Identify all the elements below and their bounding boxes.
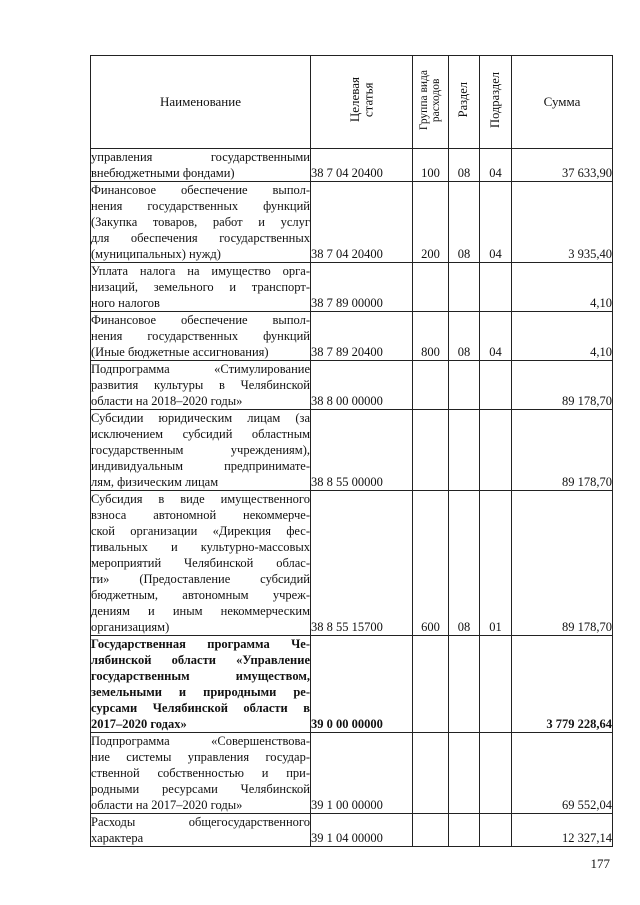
row-sum: 89 178,70 (512, 410, 613, 491)
row-name-line: Уплата налога на имущество орга- (91, 264, 310, 278)
row-sum: 3 779 228,64 (512, 636, 613, 733)
row-name (91, 410, 311, 491)
row-name-line: Субсидии юридическим лицам (за (91, 411, 310, 425)
row-sum: 3 935,40 (512, 182, 613, 263)
row-name-line: внебюджетными фондами) (91, 166, 235, 180)
row-name-line: Подпрограмма «Стимулирование (91, 362, 310, 376)
header-sum: Сумма (512, 56, 613, 149)
row-expense-group (413, 814, 449, 847)
table-row (91, 361, 613, 410)
row-subsection (480, 263, 512, 312)
row-subsection (480, 361, 512, 410)
row-target-item: 38 7 04 20400 (311, 182, 413, 263)
row-expense-group (413, 263, 449, 312)
row-sum: 69 552,04 (512, 733, 613, 814)
row-name-line: ти» (Предоставление субсидий (91, 572, 310, 586)
row-subsection (480, 733, 512, 814)
row-subsection: 04 (480, 312, 512, 361)
row-name-line: мероприятий Челябинской облас- (91, 556, 310, 570)
row-name (91, 733, 311, 814)
page-number: 177 (590, 856, 610, 871)
row-expense-group (413, 733, 449, 814)
table-row (91, 149, 613, 182)
table-row (91, 312, 613, 361)
row-sum: 12 327,14 (512, 814, 613, 847)
row-target-item: 39 0 00 00000 (311, 636, 413, 733)
row-name-line: исключением субсидий областным (91, 427, 310, 441)
header-name: Наименование (91, 56, 311, 149)
row-name-line: взноса автономной некоммерче- (91, 508, 310, 522)
row-section (449, 733, 480, 814)
row-name (91, 312, 311, 361)
row-expense-group (413, 361, 449, 410)
row-section: 08 (449, 182, 480, 263)
row-name (91, 636, 311, 733)
row-name-line: Государственная программа Че- (91, 637, 310, 651)
row-name-line: ской организации «Дирекция фес- (91, 524, 310, 538)
row-name-line: тивальных и культурно-массовых (91, 540, 310, 554)
row-name-line: нения государственных функций (91, 329, 310, 343)
table-row (91, 410, 613, 491)
row-name-line: дениям и иным некоммерческим (91, 604, 310, 618)
row-subsection: 04 (480, 149, 512, 182)
row-section: 08 (449, 491, 480, 636)
row-target-item: 38 8 55 15700 (311, 491, 413, 636)
row-name (91, 814, 311, 847)
row-target-item: 38 7 89 20400 (311, 312, 413, 361)
row-expense-group: 100 (413, 149, 449, 182)
row-name (91, 182, 311, 263)
row-name-line: Расходы общегосударственного (91, 815, 310, 829)
row-name-line: индивидуальным предпринимате- (91, 459, 310, 473)
row-name-line: лям, физическим лицам (91, 475, 219, 489)
row-section: 08 (449, 149, 480, 182)
row-name-line: лябинской области «Управление (91, 653, 310, 667)
row-name-line: (муниципальных) нужд) (91, 247, 221, 261)
row-target-item: 39 1 00 00000 (311, 733, 413, 814)
row-section (449, 361, 480, 410)
table-row (91, 491, 613, 636)
row-subsection: 04 (480, 182, 512, 263)
row-sum: 37 633,90 (512, 149, 613, 182)
header-expense-group (413, 56, 449, 149)
row-target-item: 38 7 04 20400 (311, 149, 413, 182)
row-name-line: ние системы управления государ- (91, 750, 310, 764)
row-target-item: 39 1 04 00000 (311, 814, 413, 847)
row-name-line: (Иные бюджетные ассигнования) (91, 345, 269, 359)
row-name-line: государственным учреждениям), (91, 443, 310, 457)
row-sum: 4,10 (512, 263, 613, 312)
row-expense-group (413, 636, 449, 733)
row-name-line: (Закупка товаров, работ и услуг (91, 215, 310, 229)
table-row (91, 733, 613, 814)
header-expense-group-label: Группа вида расходов (418, 69, 443, 131)
header-subsection: Подраздел (480, 56, 512, 149)
row-subsection (480, 636, 512, 733)
row-sum: 4,10 (512, 312, 613, 361)
row-name-line: области на 2018–2020 годы» (91, 394, 243, 408)
table-header-row (91, 56, 613, 149)
table-row (91, 182, 613, 263)
row-target-item: 38 7 89 00000 (311, 263, 413, 312)
row-name-line: характера (91, 831, 144, 845)
row-name-line: Финансовое обеспечение выпол- (91, 183, 310, 197)
row-target-item: 38 8 55 00000 (311, 410, 413, 491)
row-name (91, 149, 311, 182)
row-name-line: государственным имуществом, (91, 669, 310, 683)
row-name-line: земельными и природными ре- (91, 685, 310, 699)
row-name-line: управления государственными (91, 150, 310, 164)
row-name-line: Субсидия в виде имущественного (91, 492, 310, 506)
row-subsection (480, 410, 512, 491)
table-row (91, 263, 613, 312)
row-name-line: организациям) (91, 620, 170, 634)
row-name-line: низаций, земельного и транспорт- (91, 280, 310, 294)
row-sum: 89 178,70 (512, 491, 613, 636)
row-name-line: 2017–2020 годах» (91, 717, 187, 731)
row-expense-group: 600 (413, 491, 449, 636)
row-section: 08 (449, 312, 480, 361)
row-name-line: сурсами Челябинской области в (91, 701, 310, 715)
table-row (91, 636, 613, 733)
row-sum: 89 178,70 (512, 361, 613, 410)
row-expense-group: 200 (413, 182, 449, 263)
row-name (91, 361, 311, 410)
row-subsection (480, 814, 512, 847)
row-name (91, 263, 311, 312)
row-name-line: бюджетным, автономным учреж- (91, 588, 310, 602)
row-section (449, 263, 480, 312)
row-name-line: ного налогов (91, 296, 160, 310)
row-name-line: развития культуры в Челябинской (91, 378, 310, 392)
row-target-item: 38 8 00 00000 (311, 361, 413, 410)
header-target-item (311, 56, 413, 149)
budget-table (90, 55, 613, 847)
header-target-item-label: Целевая статья (346, 77, 376, 123)
header-section: Раздел (449, 56, 480, 149)
table-row (91, 814, 613, 847)
row-subsection: 01 (480, 491, 512, 636)
row-name-line: нения государственных функций (91, 199, 310, 213)
row-name-line: родными ресурсами Челябинской (91, 782, 310, 796)
row-section (449, 636, 480, 733)
row-section (449, 814, 480, 847)
row-name-line: для обеспечения государственных (91, 231, 310, 245)
row-name-line: Финансовое обеспечение выпол- (91, 313, 310, 327)
row-expense-group (413, 410, 449, 491)
row-name-line: Подпрограмма «Совершенствова- (91, 734, 310, 748)
row-expense-group: 800 (413, 312, 449, 361)
row-name-line: области на 2017–2020 годы» (91, 798, 243, 812)
row-name-line: ственной собственностью и при- (91, 766, 310, 780)
row-section (449, 410, 480, 491)
row-name (91, 491, 311, 636)
